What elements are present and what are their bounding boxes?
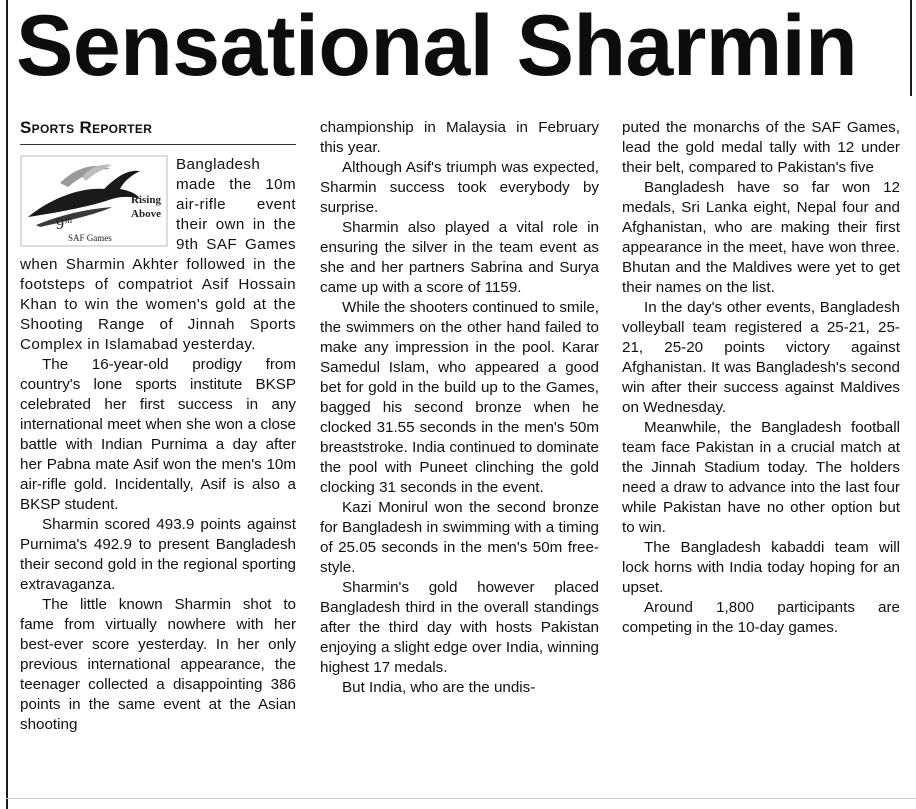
logo-above-text: Above (131, 208, 161, 220)
paragraph: Although Asif's triumph was expected, Sharmin success took everybody by surprise. (320, 159, 599, 216)
left-border-rule (6, 0, 8, 809)
byline: Sports Reporter (20, 116, 296, 145)
logo-ordinal-number: 9 (56, 216, 64, 233)
paragraph: But India, who are the undis- (342, 679, 536, 696)
paragraph: The Bangladesh kabaddi team will lock horns with India today hoping for an upset. (622, 539, 900, 596)
article-column-1 (20, 116, 296, 735)
paragraph: Bangladesh have so far won 12 medals, Sri Lanka eight, Nepal four and Afghanistan, who are making their first appearance in the meet, have won three. Bhutan and the Maldives were yet to get their names on the list. (622, 179, 900, 296)
logo-rising-text: Rising (131, 194, 161, 206)
bottom-border-rule (6, 798, 916, 799)
paragraph: Sharmin also played a vital role in ensuring the silver in the team event as she and her partners Sabrina and Surya came up with a score of 1159. (320, 219, 599, 296)
paragraph: championship in Malaysia in February this year. (320, 119, 599, 156)
paragraph: Kazi Monirul won the second bronze for Bangladesh in swimming with a timing of 25.05 seconds in the men's 50m free-style. (320, 499, 599, 576)
paragraph: Sharmin scored 493.9 points against Purnima's 492.9 to present Bangladesh their second gold in the regional sporting extravaganza. (20, 516, 296, 593)
rising-above-saf-games-logo (20, 155, 168, 247)
logo-ordinal-suffix: th (65, 215, 73, 225)
paragraph: puted the monarchs of the SAF Games, lead the gold medal tally with 12 under their belt, compared to Pakistan's five (622, 119, 900, 176)
paragraph: While the shooters continued to smile, the swimmers on the other hand failed to make any impression in the pool. Karar Samedul Islam, who appeared a good bet for gold in the build up to the Games, bagged his second bronze when he clocked 31.55 seconds in the men's 50m breaststroke. India continued to dominate the pool with Puneet clinching the gold clocking 31 seconds in the event. (320, 299, 599, 496)
paragraph: In the day's other events, Bangladesh volleyball team registered a 25-21, 25-21, 25-20 points victory against Afghanistan. It was Bangladesh's second win after their success against Maldives on Wednesday. (622, 299, 900, 416)
article-column-3 (622, 118, 900, 638)
paragraph: Sharmin's gold however placed Bangladesh third in the overall standings after the third day with hosts Pakistan enjoying a slight edge over India, winning highest 17 medals. (320, 579, 599, 676)
paragraph: Around 1,800 participants are competing in the 10-day games. (622, 599, 900, 636)
paragraph: Meanwhile, the Bangladesh football team face Pakistan in a crucial match at the Jinnah Stadium today. The holders need a draw to advance into the last four while Pakistan have no other option but to win. (622, 419, 900, 536)
paragraph: The little known Sharmin shot to fame from virtually nowhere with her best-ever score yesterday. In her only previous international appearance, the teenager collected a disappointing 386 points in the same event at the Asian shooting (20, 596, 296, 733)
article-column-2 (320, 118, 599, 698)
logo-saf-games-caption: SAF Games (68, 233, 112, 243)
paragraph: The 16-year-old prodigy from country's lone sports institute BKSP celebrated her first success in any international meet when she won a close battle with Indian Purnima a day after her Pabna mate Asif won the men's 10m air-rifle gold. Incidentally, Asif is also a BKSP student. (20, 356, 296, 513)
headline: Sensational Sharmin (16, 0, 858, 94)
paragraph: Bangladesh made the 10m air-rifle event their own in the 9th SAF Games when Sharmin Akhter followed in the footsteps of compatriot Asif Hossain Khan to win the women's gold at the Shooting Range of Jinnah Sports Complex in Islamabad yesterday. (20, 156, 296, 353)
